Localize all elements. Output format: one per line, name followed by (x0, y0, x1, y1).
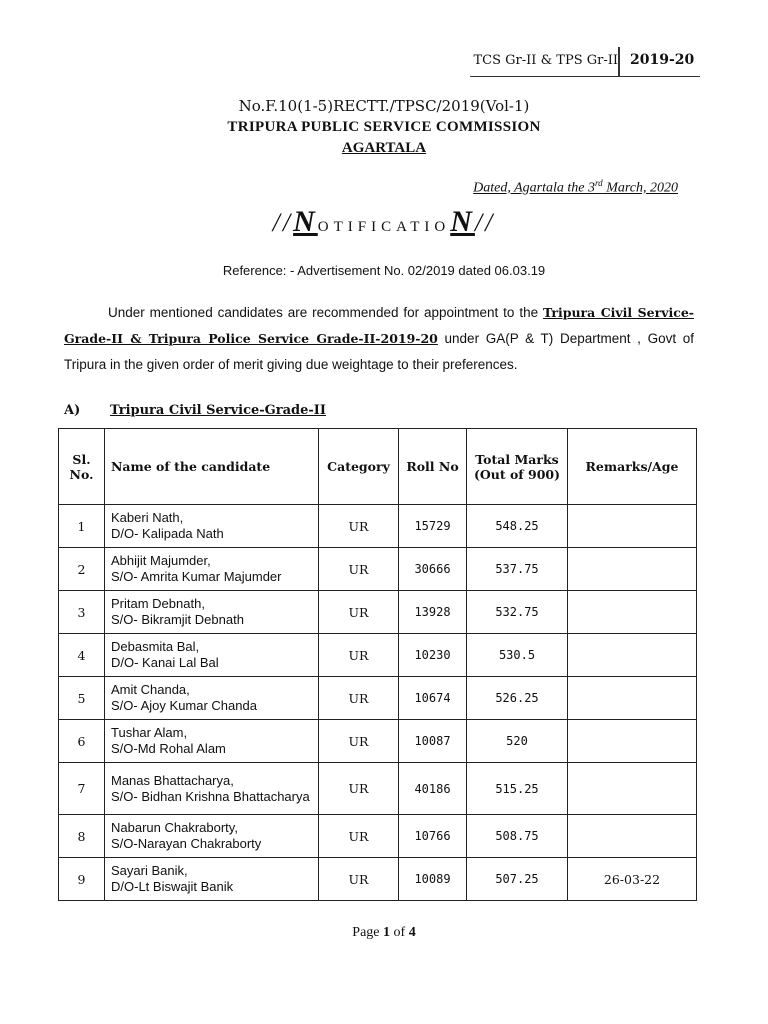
cell-name (105, 591, 319, 634)
cell-marks: 508.75 (467, 815, 568, 858)
para-post: under GA(P & T) Department , Govt of Tripura in the given order of merit giving due weightage to their preferences. (64, 331, 694, 372)
candidate-parent: S/O-Narayan Chakraborty (111, 836, 262, 851)
section-label: A) (64, 403, 81, 418)
cell-remarks (568, 505, 697, 548)
col-header-marks: Total Marks (Out of 900) (467, 429, 568, 505)
candidate-parent: D/O- Kalipada Nath (111, 526, 224, 541)
cell-sl: 8 (59, 815, 105, 858)
cell-sl: 6 (59, 720, 105, 763)
cell-marks: 530.5 (467, 634, 568, 677)
col-header-name: Name of the candidate (105, 429, 319, 505)
cell-remarks (568, 634, 697, 677)
table-row (59, 720, 697, 763)
notification-title (0, 205, 768, 239)
candidate-name: Nabarun Chakraborty, (111, 820, 238, 835)
cell-roll: 15729 (399, 505, 467, 548)
notif-first: N (293, 205, 318, 238)
cell-category: UR (319, 591, 399, 634)
cell-remarks: 26-03-22 (568, 858, 697, 901)
footer-total: 4 (408, 925, 416, 940)
table-row (59, 815, 697, 858)
date-pre: Dated, Agartala the 3 (473, 180, 596, 196)
cell-marks: 537.75 (467, 548, 568, 591)
cell-roll: 10230 (399, 634, 467, 677)
col-header-sl: Sl. No. (59, 429, 105, 505)
candidate-name: Manas Bhattacharya, (111, 772, 234, 788)
cell-remarks (568, 815, 697, 858)
cell-remarks (568, 720, 697, 763)
candidate-parent: S/O- Ajoy Kumar Chanda (111, 698, 257, 713)
header-year: 2019-20 (630, 52, 695, 68)
cell-name (105, 505, 319, 548)
cell-category: UR (319, 677, 399, 720)
file-number: No.F.10(1-5)RECTT./TPSC/2019(Vol-1) (238, 97, 530, 115)
header-divider (618, 47, 620, 77)
col-header-roll: Roll No (399, 429, 467, 505)
cell-name (105, 634, 319, 677)
cell-name (105, 815, 319, 858)
candidate-name: Amit Chanda, (111, 682, 190, 697)
header-exam-name: TCS Gr-II & TPS Gr-II (473, 53, 618, 68)
cell-remarks (568, 677, 697, 720)
footer-page: 1 (383, 925, 391, 940)
date-post: March, 2020 (602, 180, 678, 196)
candidate-parent: S/O- Amrita Kumar Majumder (111, 569, 282, 584)
candidate-name: Abhijit Majumder, (111, 553, 211, 568)
cell-roll: 10087 (399, 720, 467, 763)
cell-name (105, 548, 319, 591)
cell-roll: 10766 (399, 815, 467, 858)
date-line (473, 178, 678, 197)
cell-name (105, 763, 319, 815)
cell-name (105, 720, 319, 763)
cell-sl: 7 (59, 763, 105, 815)
candidate-name: Sayari Banik, (111, 863, 188, 878)
header-rule (470, 76, 700, 77)
cell-roll: 10089 (399, 858, 467, 901)
running-header (470, 47, 700, 77)
reference-line: Reference: - Advertisement No. 02/2019 dated 06.03.19 (222, 263, 546, 278)
cell-remarks (568, 548, 697, 591)
cell-sl: 1 (59, 505, 105, 548)
table-row (59, 548, 697, 591)
table-row (59, 677, 697, 720)
cell-roll: 40186 (399, 763, 467, 815)
cell-marks: 520 (467, 720, 568, 763)
table-header-row (59, 429, 697, 505)
candidate-name: Debasmita Bal, (111, 639, 200, 654)
table-row (59, 591, 697, 634)
cell-sl: 3 (59, 591, 105, 634)
cell-category: UR (319, 634, 399, 677)
cell-roll: 10674 (399, 677, 467, 720)
table-row (59, 634, 697, 677)
candidate-name: Kaberi Nath, (111, 510, 184, 525)
cell-sl: 9 (59, 858, 105, 901)
table-row (59, 763, 697, 815)
page-footer (0, 925, 768, 941)
cell-name (105, 858, 319, 901)
cell-category: UR (319, 720, 399, 763)
para-pre: Under mentioned candidates are recommended for appointment to the (108, 305, 543, 320)
section-title: Tripura Civil Service-Grade-II (110, 403, 326, 418)
date-sup: rd (595, 178, 603, 188)
candidate-parent: D/O- Kanai Lal Bal (111, 655, 219, 670)
cell-sl: 5 (59, 677, 105, 720)
cell-marks: 507.25 (467, 858, 568, 901)
body-paragraph (64, 300, 694, 378)
cell-category: UR (319, 858, 399, 901)
cell-marks: 526.25 (467, 677, 568, 720)
cell-marks: 548.25 (467, 505, 568, 548)
cell-category: UR (319, 505, 399, 548)
footer-pre: Page (352, 925, 384, 940)
candidate-parent: S/O- Bidhan Krishna Bhattacharya (111, 788, 310, 804)
notif-open: // (272, 208, 294, 237)
cell-roll: 30666 (399, 548, 467, 591)
candidate-parent: S/O-Md Rohal Alam (111, 741, 226, 756)
col-header-remarks: Remarks/Age (568, 429, 697, 505)
candidates-table (58, 428, 697, 901)
candidate-name: Tushar Alam, (111, 725, 188, 740)
section-heading (64, 403, 326, 418)
cell-remarks (568, 591, 697, 634)
candidate-parent: D/O-Lt Biswajit Banik (111, 879, 234, 894)
notif-middle: OTIFICATIO (317, 219, 451, 235)
organization-place (0, 140, 768, 157)
table-row (59, 505, 697, 548)
cell-sl: 2 (59, 548, 105, 591)
candidate-name: Pritam Debnath, (111, 596, 205, 611)
candidate-parent: S/O- Bikramjit Debnath (111, 612, 244, 627)
cell-category: UR (319, 763, 399, 815)
footer-mid: of (390, 925, 409, 940)
table-row (59, 858, 697, 901)
cell-category: UR (319, 815, 399, 858)
notif-last: N (450, 205, 475, 238)
place-text: AGARTALA (341, 140, 427, 156)
organization-name: TRIPURA PUBLIC SERVICE COMMISSION (227, 119, 541, 135)
cell-marks: 532.75 (467, 591, 568, 634)
cell-category: UR (319, 548, 399, 591)
notif-close: // (474, 208, 496, 237)
cell-sl: 4 (59, 634, 105, 677)
cell-marks: 515.25 (467, 763, 568, 815)
cell-name (105, 677, 319, 720)
cell-roll: 13928 (399, 591, 467, 634)
para-bold: Tripura Civil Service-Grade-II & Tripura Police Service Grade-II-2019-20 (64, 305, 694, 346)
col-header-category: Category (319, 429, 399, 505)
cell-remarks (568, 763, 697, 815)
